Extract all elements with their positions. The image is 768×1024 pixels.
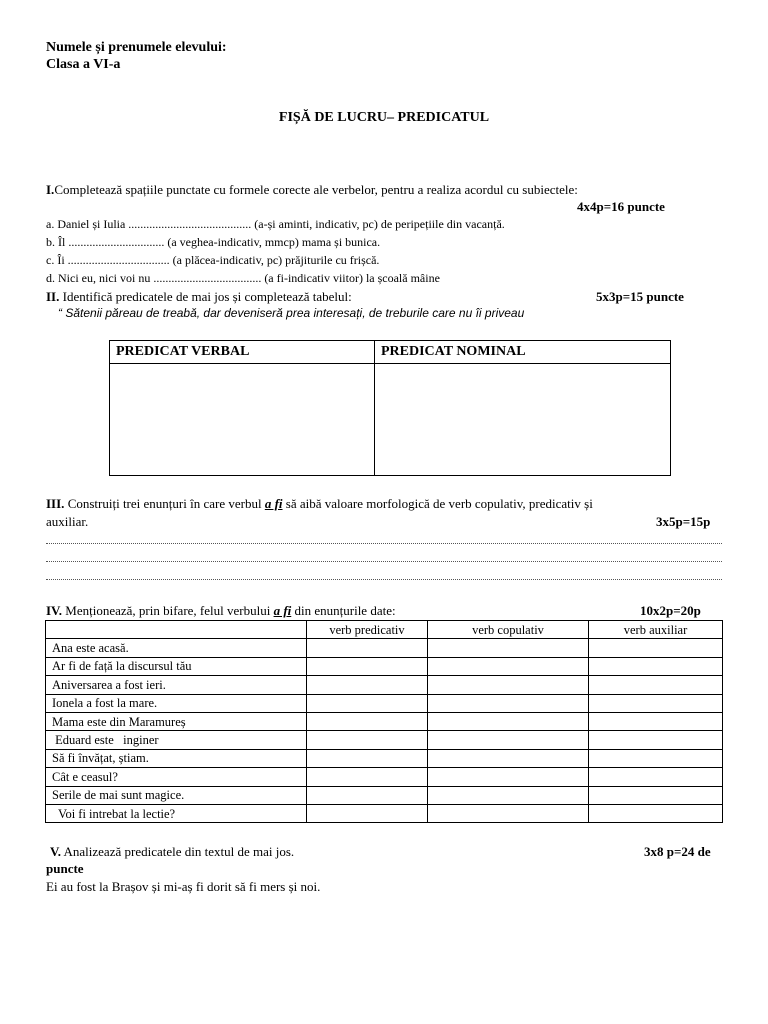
sentence-cell: Cât e ceasul? [46,768,307,786]
verb-predicativ-header: verb predicativ [307,621,428,639]
auxiliar-check-cell[interactable] [589,676,723,694]
predicativ-check-cell[interactable] [307,694,428,712]
predicativ-check-cell[interactable] [307,676,428,694]
section-2-quote: “ Sătenii păreau de treabă, dar deveniseră prea interesați, de treburile care nu îi priveau [58,306,525,320]
section-3-line2: auxiliar. [46,514,89,529]
predicate-table [109,340,671,476]
section-5-points: 3x8 p=24 de [644,844,711,859]
section-2-number: II. [46,289,60,304]
auxiliar-check-cell[interactable] [589,786,723,804]
section-3-number: III. [46,496,65,511]
sentence-cell: Ionela a fost la mare. [46,694,307,712]
section-2-text: Identifică predicatele de mai jos și completează tabelul: [59,289,352,304]
sentence-cell: Să fi învățat, știam. [46,749,307,767]
answer-line-3[interactable] [46,579,722,580]
auxiliar-check-cell[interactable] [589,694,723,712]
copulativ-check-cell[interactable] [428,676,589,694]
class-label: Clasa a VI-a [46,57,121,72]
answer-line-2[interactable] [46,561,722,562]
auxiliar-check-cell[interactable] [589,804,723,822]
table-row [46,657,723,675]
section-3-verb: a fi [264,496,283,511]
section-4-instruction [46,603,396,619]
table-row [46,768,723,786]
section-4-text-after: din enunțurile date: [291,603,396,618]
copulativ-check-cell[interactable] [428,639,589,657]
section-1-item-d: d. Nici eu, nici voi nu .................................... (a fi-indicativ viitor) la școală mâine [46,271,440,285]
verb-type-table [45,620,723,823]
section-4-verb: a fi [273,603,292,618]
section-5-text-sample: Ei au fost la Brașov și mi-aș fi dorit să fi mers și noi. [46,879,321,894]
section-5-points-line2: puncte [46,861,84,876]
predicativ-check-cell[interactable] [307,749,428,767]
predicate-nominal-cell[interactable] [375,364,671,476]
verb-copulativ-header: verb copulativ [428,621,589,639]
predicativ-check-cell[interactable] [307,639,428,657]
predicativ-check-cell[interactable] [307,731,428,749]
predicativ-check-cell[interactable] [307,768,428,786]
predicativ-check-cell[interactable] [307,804,428,822]
copulativ-check-cell[interactable] [428,749,589,767]
section-1-item-b: b. Îl ................................ (a veghea-indicativ, mmcp) mama și bunica. [46,235,381,249]
auxiliar-check-cell[interactable] [589,731,723,749]
section-3-points: 3x5p=15p [656,514,711,529]
section-1-text: Completează spațiile punctate cu formele corecte ale verbelor, pentru a realiza acordul cu subiectele: [54,182,578,197]
student-name-label: Numele și prenumele elevului: [46,40,227,55]
section-2-points: 5x3p=15 puncte [596,289,684,304]
section-4-points: 10x2p=20p [640,603,701,618]
sentence-cell: Ar fi de față la discursul tău [46,657,307,675]
sentence-cell: Eduard este inginer [46,731,307,749]
table-row [46,639,723,657]
copulativ-check-cell[interactable] [428,786,589,804]
predicate-verbal-header: PREDICAT VERBAL [110,341,375,364]
copulativ-check-cell[interactable] [428,657,589,675]
section-3-text-before: Construiți trei enunțuri în care verbul [64,496,265,511]
section-5-number: V. [50,844,61,859]
section-1-points: 4x4p=16 puncte [577,199,665,214]
section-1-item-c: c. Îi .................................. (a plăcea-indicativ, pc) prăjiturile cu frișcă. [46,253,380,267]
auxiliar-check-cell[interactable] [589,768,723,786]
section-3-instruction [46,496,722,512]
predicate-nominal-header: PREDICAT NOMINAL [375,341,671,364]
section-5-text: Analizează predicatele din textul de mai jos. [60,844,295,859]
table-row [46,731,723,749]
verb-table-header-empty [46,621,307,639]
section-1-instruction [46,182,578,198]
auxiliar-check-cell[interactable] [589,657,723,675]
table-row [46,712,723,730]
sentence-cell: Mama este din Maramureș [46,712,307,730]
section-1-item-a: a. Daniel și Iulia ......................................... (a-și aminti, indicativ, pc) de peripețiile din vacanță. [46,217,505,231]
verb-auxiliar-header: verb auxiliar [589,621,723,639]
table-row [46,694,723,712]
copulativ-check-cell[interactable] [428,804,589,822]
sentence-cell: Aniversarea a fost ieri. [46,676,307,694]
table-row [46,749,723,767]
auxiliar-check-cell[interactable] [589,639,723,657]
page-title: FIȘĂ DE LUCRU– PREDICATUL [278,110,490,125]
section-2-instruction [46,289,352,305]
table-row [46,804,723,822]
table-row [46,786,723,804]
section-4-number: IV. [46,603,63,618]
verb-table-header-row [46,621,723,639]
predicativ-check-cell[interactable] [307,712,428,730]
predicativ-check-cell[interactable] [307,657,428,675]
table-row [46,676,723,694]
copulativ-check-cell[interactable] [428,731,589,749]
section-3-text-after: să aibă valoare morfologică de verb copulativ, predicativ și [282,496,593,511]
copulativ-check-cell[interactable] [428,712,589,730]
section-4-text-before: Menționează, prin bifare, felul verbului [62,603,274,618]
section-1-number: I. [46,182,55,197]
sentence-cell: Voi fi intrebat la lectie? [46,804,307,822]
sentence-cell: Serile de mai sunt magice. [46,786,307,804]
auxiliar-check-cell[interactable] [589,712,723,730]
sentence-cell: Ana este acasă. [46,639,307,657]
predicate-verbal-cell[interactable] [110,364,375,476]
answer-line-1[interactable] [46,543,722,544]
copulativ-check-cell[interactable] [428,768,589,786]
section-5-instruction [50,844,294,860]
auxiliar-check-cell[interactable] [589,749,723,767]
copulativ-check-cell[interactable] [428,694,589,712]
predicativ-check-cell[interactable] [307,786,428,804]
